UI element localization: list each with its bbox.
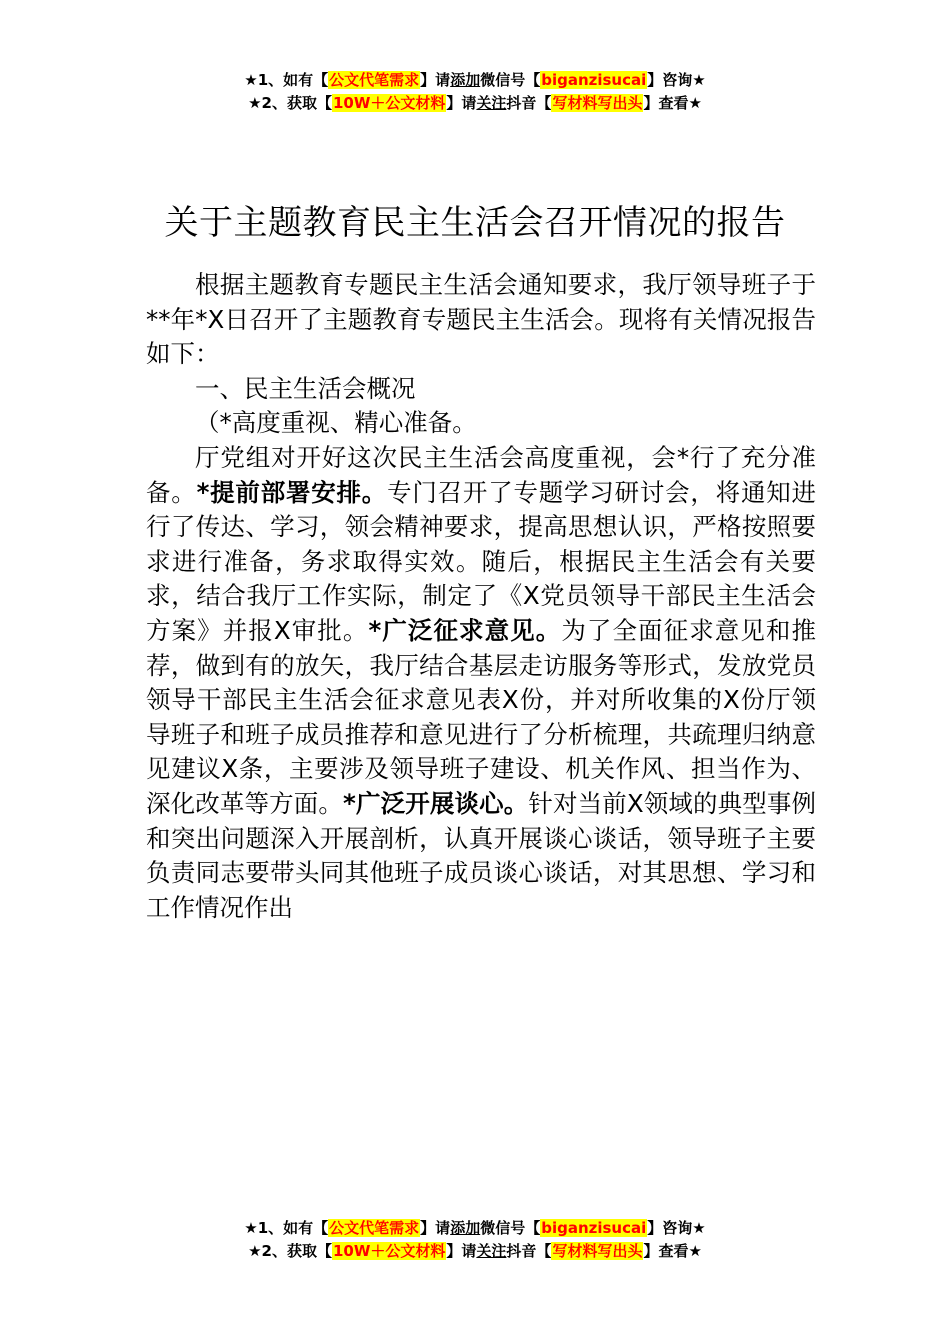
banner-text: 】咨询★ (647, 71, 706, 89)
banner-underlined: 关注 (476, 1242, 507, 1260)
body-paragraph (146, 441, 816, 925)
banner-text: 】请 (420, 1219, 451, 1237)
banner-highlight: biganzisucai (541, 71, 647, 89)
banner-highlight: 公文代笔需求 (329, 71, 420, 89)
banner-text: 】请 (446, 94, 477, 112)
banner-text: ★2、获取【 (248, 94, 332, 112)
bottom-banner (0, 1217, 950, 1263)
banner-line-1 (0, 1217, 950, 1240)
banner-line-2 (0, 92, 950, 115)
banner-text: ★1、如有【 (244, 1219, 329, 1237)
document-body (146, 268, 816, 925)
bold-lead: *广泛征求意见。 (368, 615, 562, 645)
banner-text: 抖音【 (506, 94, 552, 112)
intro-paragraph: 根据主题教育专题民主生活会通知要求，我厅领导班子于**年*X日召开了主题教育专题民主生活会。现将有关情况报告如下： (146, 270, 816, 369)
section-heading: 一、民主生活会概况 (195, 373, 416, 403)
banner-text: ★1、如有【 (244, 71, 329, 89)
paragraph-text: 厅党组对开好这次民主生活会高度重视，会*行了充分准备。 (146, 442, 816, 507)
top-banner (0, 69, 950, 115)
subsection-heading: （*高度重视、精心准备。 (195, 408, 477, 438)
banner-text: 】请 (446, 1242, 477, 1260)
bold-lead: *广泛开展谈心。 (343, 788, 529, 818)
banner-highlight: 10W＋公文材料 (332, 94, 446, 112)
banner-text: 】咨询★ (647, 1219, 706, 1237)
paragraph-text: 针对当前X领域的典型事例和突出问题深入开展剖析，认真开展谈心谈话，领导班子主要负责同志要带头同其他班子成员谈心谈话，对其思想、学习和工作情况作出 (146, 788, 817, 922)
banner-highlight: 写材料写出头 (552, 1242, 643, 1260)
paragraph-text: 专门召开了专题学习研讨会，将通知进行了传达、学习，领会精神要求，提高思想认识，严格按照要求进行准备，务求取得实效。随后，根据民主生活会有关要求，结合我厅工作实际，制定了《X党员领导干部民主生活会方案》并报X审批。 (146, 477, 817, 645)
banner-highlight: 公文代笔需求 (329, 1219, 420, 1237)
banner-text: 】请 (420, 71, 451, 89)
banner-highlight: biganzisucai (541, 1219, 647, 1237)
banner-highlight: 10W＋公文材料 (332, 1242, 446, 1260)
banner-text: 抖音【 (506, 1242, 552, 1260)
banner-underlined: 添加 (450, 71, 481, 89)
banner-text: 】查看★ (643, 1242, 702, 1260)
paragraph-text: 为了全面征求意见和推荐，做到有的放矢，我厅结合基层走访服务等形式，发放党员领导干部民主生活会征求意见表X份，并对所收集的X份厅领导班子和班子成员推荐和意见进行了分析梳理，共疏理归纳意见建议X条，主要涉及领导班子建设、机关作风、担当作为、深化改革等方面。 (146, 615, 816, 818)
banner-line-2 (0, 1240, 950, 1263)
banner-underlined: 添加 (450, 1219, 481, 1237)
bold-lead: *提前部署安排。 (196, 477, 388, 507)
banner-text: 微信号【 (480, 1219, 541, 1237)
banner-underlined: 关注 (476, 94, 507, 112)
banner-text: ★2、获取【 (248, 1242, 332, 1260)
banner-highlight: 写材料写出头 (552, 94, 643, 112)
banner-text: 微信号【 (480, 71, 541, 89)
banner-line-1 (0, 69, 950, 92)
document-title: 关于主题教育民主生活会召开情况的报告 (164, 202, 786, 243)
banner-text: 】查看★ (643, 94, 702, 112)
